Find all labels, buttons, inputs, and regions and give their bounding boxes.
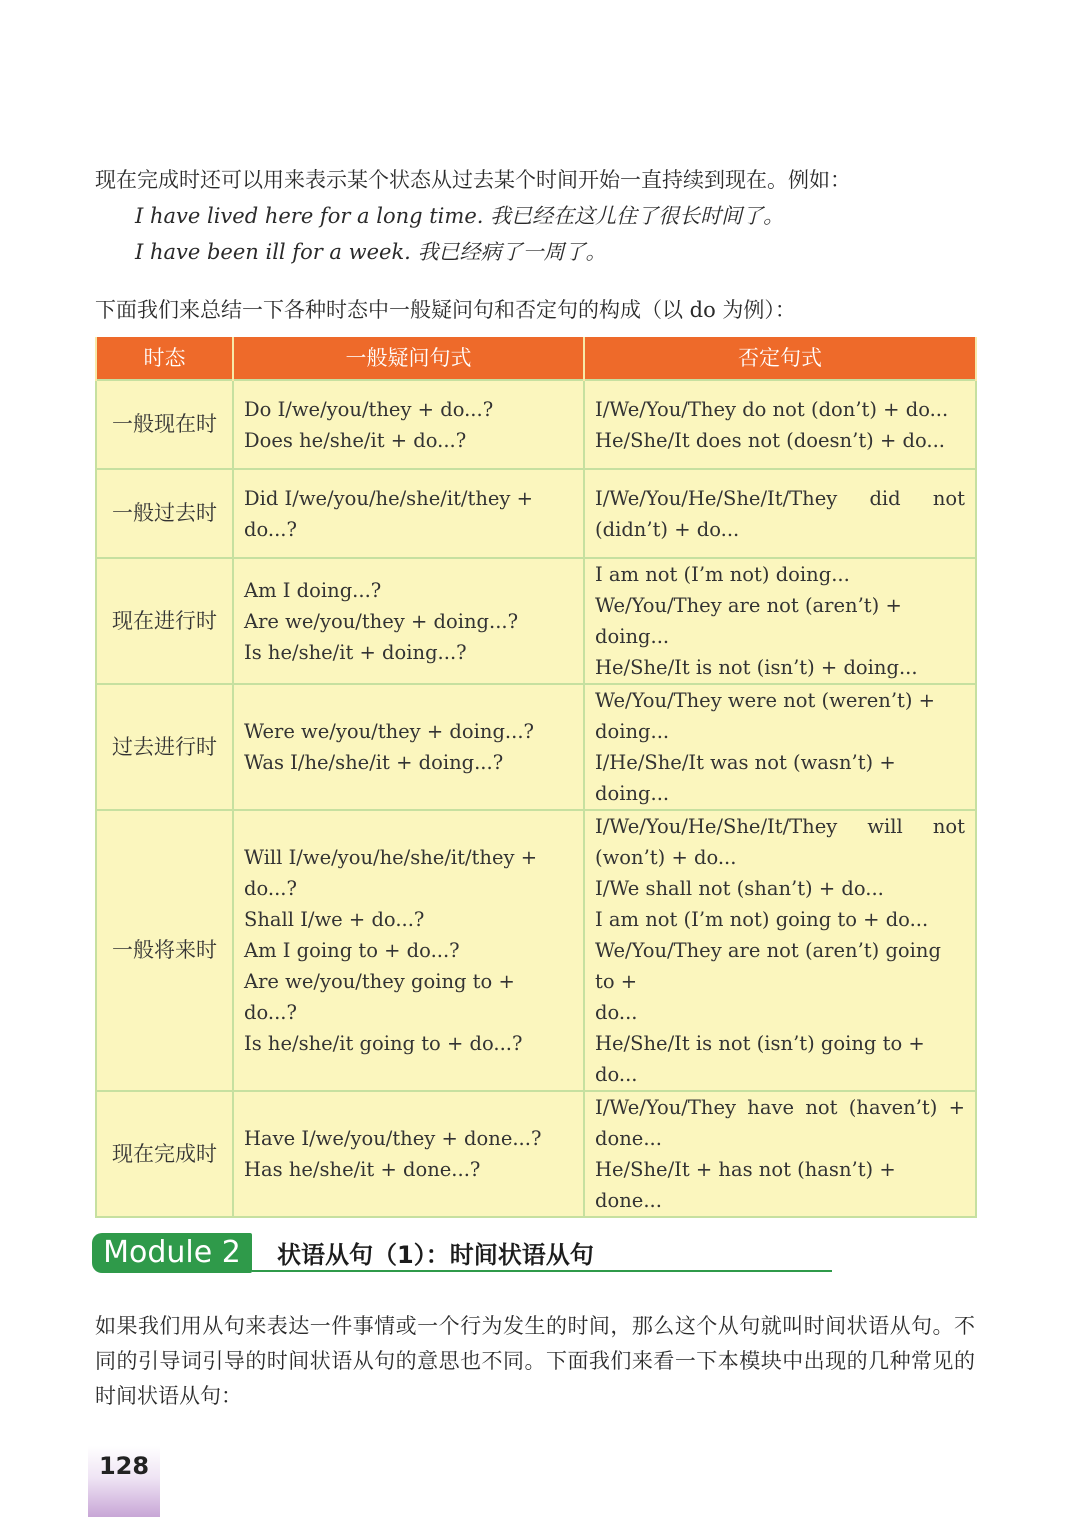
header-negative: 否定句式 [584,337,976,380]
tense-name: 一般将来时 [96,810,233,1091]
example-sentence [95,234,985,270]
intro-line: 现在完成时还可以用来表示某个状态从过去某个时间开始一直持续到现在。例如： [95,168,851,192]
table-row [96,684,976,810]
question-forms [233,810,584,1091]
question-line: Does he/she/it + do...? [244,428,467,452]
table-row [96,469,976,558]
table-row [96,1091,976,1217]
negative-line: I am not (I’m not) going to + do... [595,908,929,931]
tense-name: 过去进行时 [96,684,233,810]
tense-name: 一般现在时 [96,380,233,469]
tense-name: 一般过去时 [96,469,233,558]
question-line: Were we/you/they + doing...? [244,720,534,743]
question-forms [233,684,584,810]
question-forms [233,469,584,558]
question-line: Are we/you/they going to + do...? [244,970,515,1024]
question-line: Was I/he/she/it + doing...? [244,751,504,774]
negative-line: We/You/They were not (weren’t) + [595,689,935,712]
example-chinese: 我已经在这儿住了很长时间了。 [490,204,785,228]
negative-line: I/We/You/He/She/It/They will not [595,815,965,838]
page-number: 128 [98,1452,150,1480]
negative-line: He/She/It is not (isn’t) + doing... [595,656,918,679]
table-row [96,558,976,684]
header-tense: 时态 [96,337,233,380]
module-badge: Module 2 [92,1233,252,1273]
module-title: 状语从句（1）：时间状语从句 [277,1241,594,1269]
question-line: Shall I/we + do...? [244,908,425,931]
table-row [96,810,976,1091]
question-line: Is he/she/it going to + do...? [244,1032,523,1055]
question-forms [233,380,584,469]
negative-forms [584,810,976,1091]
question-line: Are we/you/they + doing...? [244,609,519,633]
negative-line: I/We/You/They have not (haven’t) + [595,1096,965,1119]
question-line: Am I going to + do...? [244,939,460,962]
negative-line: We/You/They are not (aren’t) + doing... [595,594,902,648]
example-english: I have lived here for a long time. [135,204,484,228]
header-question: 一般疑问句式 [233,337,584,380]
question-forms [233,1091,584,1217]
question-forms [233,558,584,684]
negative-forms [584,380,976,469]
negative-line: done... [595,1127,662,1150]
negative-line: do... [595,1001,638,1024]
tense-table [95,337,977,1218]
negative-line: doing... [595,720,670,743]
negative-line: I/We shall not (shan’t) + do... [595,877,884,900]
negative-line: He/She/It does not (doesn’t) + do... [595,428,945,452]
negative-line: He/She/It + has not (hasn’t) + done... [595,1158,896,1212]
negative-line: (won’t) + do... [595,846,737,869]
question-line: Is he/she/it + doing...? [244,640,467,664]
example-english: I have been ill for a week. [135,240,411,264]
body-paragraph: 如果我们用从句来表达一件事情或一个行为发生的时间，那么这个从句就叫时间状语从句。不同的引导词引导的时间状语从句的意思也不同。下面我们来看一下本模块中出现的几种常见的时间状语从句： [95,1314,975,1408]
example-chinese: 我已经病了一周了。 [417,240,607,264]
negative-line: I/He/She/It was not (wasn’t) + doing... [595,751,896,805]
table-header-row [96,337,976,380]
question-line: Have I/we/you/they + done...? [244,1127,542,1150]
module-underline [252,1270,832,1272]
negative-line: (didn’t) + do... [595,517,740,541]
negative-forms [584,558,976,684]
tense-name: 现在完成时 [96,1091,233,1217]
table-row [96,380,976,469]
example-sentence [95,198,985,234]
negative-line: We/You/They are not (aren’t) going to + [595,939,941,993]
question-line: Did I/we/you/he/she/it/they + do...? [244,486,533,541]
question-line: Do I/we/you/they + do...? [244,397,494,421]
intro-block [95,162,985,270]
question-line: Has he/she/it + done...? [244,1158,481,1181]
negative-forms [584,469,976,558]
negative-line: He/She/It is not (isn’t) going to + do... [595,1032,925,1086]
page-number-tab [88,1446,160,1517]
negative-line: I/We/You/They do not (don’t) + do... [595,397,949,421]
question-line: Am I doing...? [244,578,382,602]
module-heading [92,1233,832,1273]
negative-forms [584,1091,976,1217]
question-line: Will I/we/you/he/she/it/they + do...? [244,846,538,900]
tense-name: 现在进行时 [96,558,233,684]
negative-line: I am not (I’m not) doing... [595,563,850,586]
negative-forms [584,684,976,810]
negative-line: I/We/You/He/She/It/They did not [595,486,965,510]
summary-line: 下面我们来总结一下各种时态中一般疑问句和否定句的构成（以 do 为例）： [95,298,796,322]
